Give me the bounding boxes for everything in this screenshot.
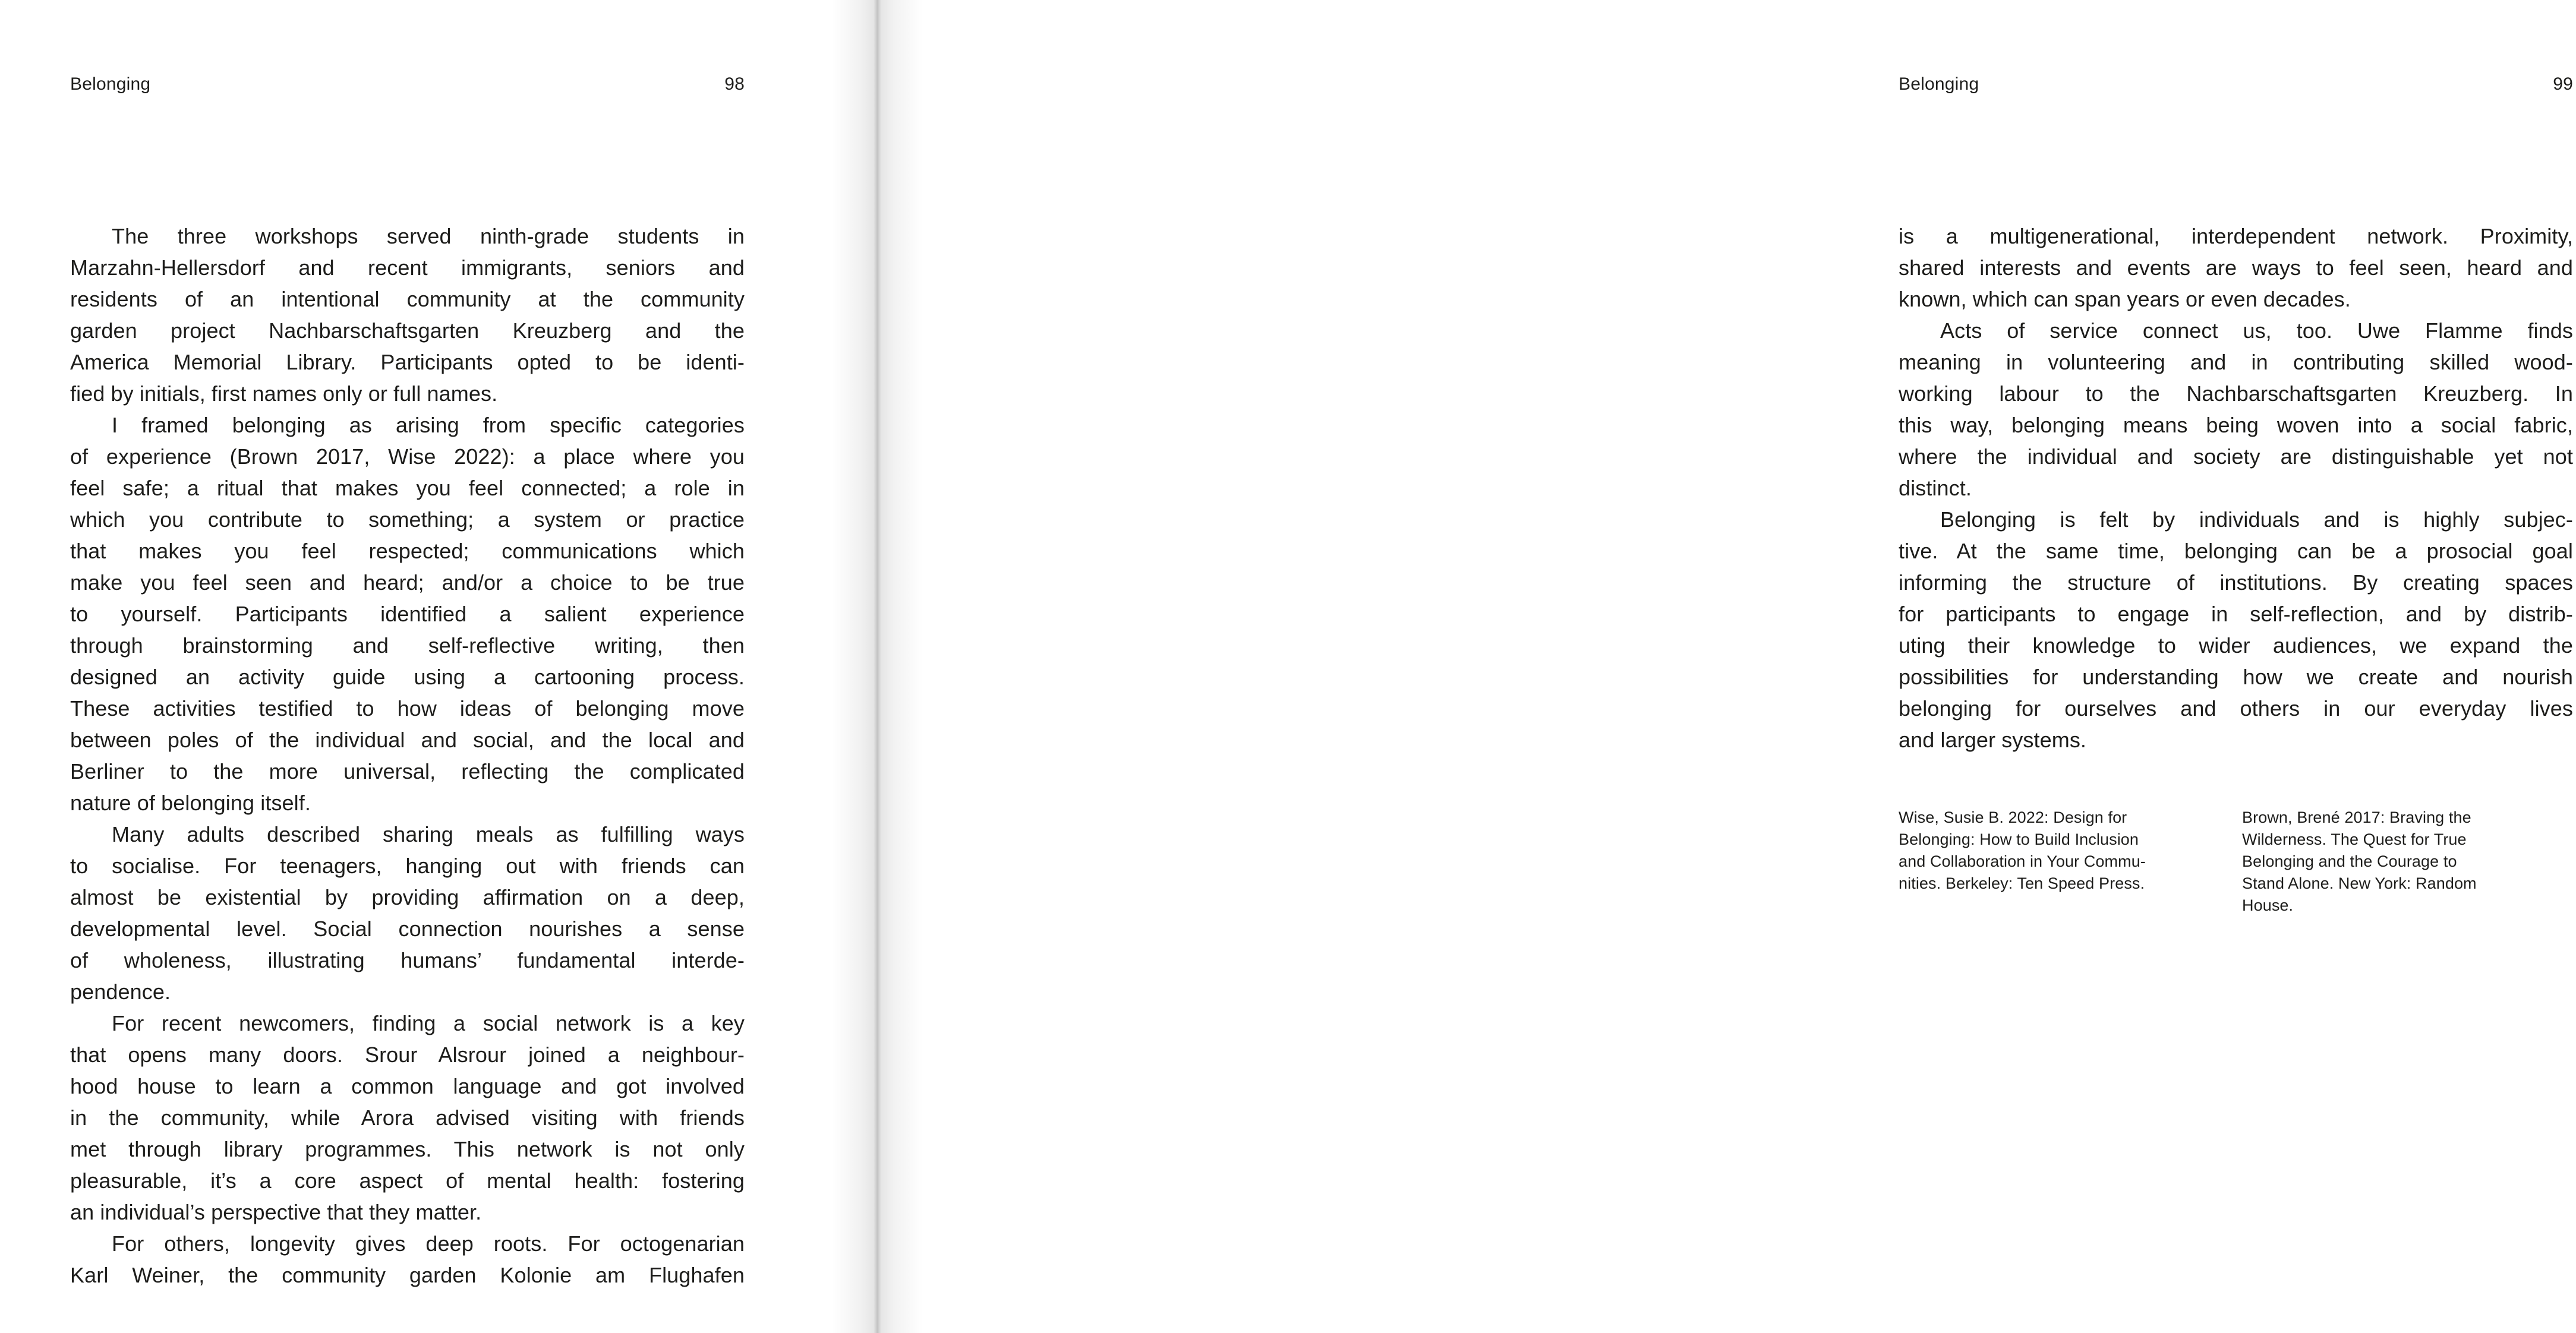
text-line: where the individual and society are distinguishable yet not [1899,444,2573,469]
reference-entry [2242,807,2576,917]
text-line: Many adults described sharing meals as fulfilling ways [112,822,745,846]
text-line: in the community, while Arora advised visiting with friends [70,1105,745,1130]
page-number: 99 [2553,74,2573,94]
text-line: nature of belonging itself. [70,791,311,815]
text-line: For others, longevity gives deep roots. For octogenarian [112,1231,745,1256]
text-line: meaning in volunteering and in contributing skilled wood- [1899,350,2573,374]
text-line: of experience (Brown 2017, Wise 2022): a place where you [70,444,745,469]
text-line: almost be existential by providing affirmation on a deep, [70,885,745,909]
text-line: through brainstorming and self-reflective writing, then [70,633,745,658]
text-line: developmental level. Social connection nourishes a sense [70,917,745,941]
text-line: to yourself. Participants identified a salient experience [70,602,745,626]
text-line: The three workshops served ninth-grade students in [112,224,745,248]
text-line: Belonging is felt by individuals and is highly subjec- [1940,507,2573,532]
text-line: working labour to the Nachbarschaftsgarten Kreuzberg. In [1899,381,2573,406]
page-header-title: Belonging [1899,74,1979,94]
text-line: residents of an intentional community at the community [70,287,745,311]
text-line: make you feel seen and heard; and/or a choice to be true [70,570,745,595]
reference-line: and Collaboration in Your Commu- [1899,852,2146,870]
text-line: of wholeness, illustrating humans’ fundamental interde- [70,948,745,972]
reference-line: Wilderness. The Quest for True [2242,830,2467,848]
text-line: America Memorial Library. Participants opted to be identi- [70,350,745,374]
reference-line: House. [2242,896,2294,914]
text-line: an individual’s perspective that they matter. [70,1200,482,1224]
text-line: Karl Weiner, the community garden Kolonie am Flughafen [70,1263,745,1287]
text-line: met through library programmes. This network is not only [70,1137,745,1161]
running-header-right [1899,75,2573,93]
reference-entry [1899,807,2233,895]
text-line: garden project Nachbarschaftsgarten Kreuzberg and the [70,318,745,343]
text-line: belonging for ourselves and others in our everyday lives [1899,696,2573,721]
text-line: Acts of service connect us, too. Uwe Flamme finds [1940,318,2573,343]
text-line: which you contribute to something; a system or practice [70,507,745,532]
page-header-title: Belonging [70,74,151,94]
text-line: Berliner to the more universal, reflecting the complicated [70,759,745,784]
book-page-left [0,0,877,1333]
text-line: known, which can span years or even decades. [1899,287,2351,311]
body-text-left [70,220,745,1291]
text-line: For recent newcomers, finding a social network is a key [112,1011,745,1035]
reference-line: Brown, Brené 2017: Braving the [2242,808,2471,826]
text-line: I framed belonging as arising from specific categories [112,413,745,437]
book-page-right [878,0,2573,1333]
reference-line: Stand Alone. New York: Random [2242,874,2477,892]
text-line: pleasurable, it’s a core aspect of mental health: fostering [70,1168,745,1193]
text-line: and larger systems. [1899,728,2087,752]
text-line: for participants to engage in self-reflection, and by distrib- [1899,602,2573,626]
text-line: is a multigenerational, interdependent network. Proximity, [1899,224,2573,248]
text-line: that makes you feel respected; communications which [70,539,745,563]
text-line: tive. At the same time, belonging can be a prosocial goal [1899,539,2573,563]
text-line: possibilities for understanding how we create and nourish [1899,665,2573,689]
text-line: Marzahn-Hellersdorf and recent immigrants, seniors and [70,255,745,280]
text-line: fied by initials, first names only or full names. [70,381,498,406]
text-line: These activities testified to how ideas of belonging move [70,696,745,721]
reference-line: Wise, Susie B. 2022: Design for [1899,808,2127,826]
reference-line: Belonging and the Courage to [2242,852,2457,870]
text-line: feel safe; a ritual that makes you feel connected; a role in [70,476,745,500]
text-line: pendence. [70,980,171,1004]
body-text-right [1899,220,2573,756]
reference-line: nities. Berkeley: Ten Speed Press. [1899,874,2145,892]
text-line: that opens many doors. Srour Alsrour joined a neighbour- [70,1043,745,1067]
text-line: between poles of the individual and social, and the local and [70,728,745,752]
text-line: shared interests and events are ways to feel seen, heard and [1899,255,2573,280]
text-line: distinct. [1899,476,1972,500]
text-line: this way, belonging means being woven into a social fabric, [1899,413,2573,437]
running-header-left [70,75,745,93]
text-line: hood house to learn a common language and got involved [70,1074,745,1098]
text-line: to socialise. For teenagers, hanging out with friends can [70,854,745,878]
reference-line: Belonging: How to Build Inclusion [1899,830,2139,848]
text-line: designed an activity guide using a cartooning process. [70,665,745,689]
text-line: uting their knowledge to wider audiences, we expand the [1899,633,2573,658]
text-line: informing the structure of institutions. By creating spaces [1899,570,2573,595]
page-number: 98 [724,74,745,94]
